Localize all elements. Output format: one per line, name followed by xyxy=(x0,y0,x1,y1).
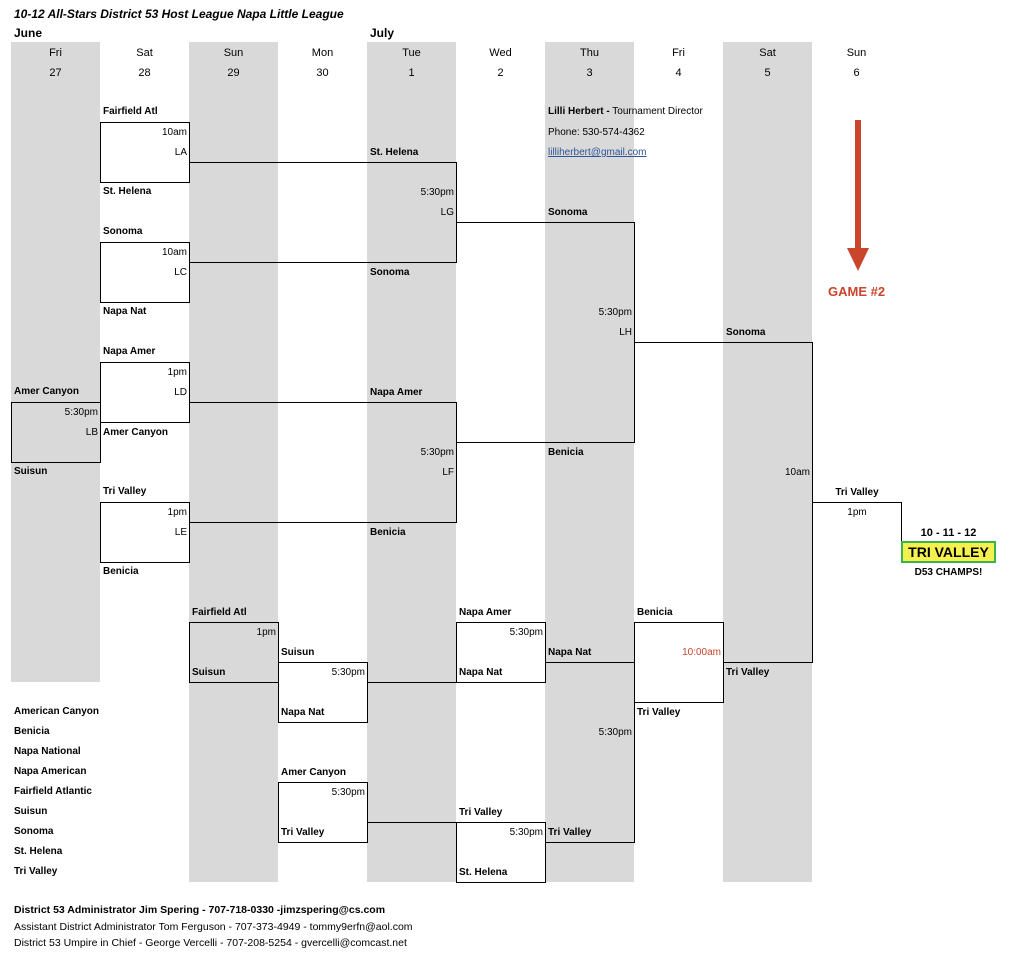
bracket-line xyxy=(545,662,635,663)
list-item: Tri Valley xyxy=(14,866,58,877)
footer-admin: District 53 Administrator Jim Spering - 707-718-0330 -jimzspering@cs.com xyxy=(14,904,386,916)
champ-subtitle: D53 CHAMPS! xyxy=(914,567,983,578)
day-num-2: 29 xyxy=(227,67,240,79)
footer-assistant: Assistant District Administrator Tom Ferguson - 707-373-4949 - tommy9erfn@aol.com xyxy=(14,921,413,933)
game-time: 1pm xyxy=(256,627,276,638)
day-num-6: 3 xyxy=(586,67,593,79)
game-time: 5:30pm xyxy=(420,447,454,458)
team-label: Sonoma xyxy=(726,327,766,338)
game-time: 10am xyxy=(161,247,187,258)
game-code: LD xyxy=(174,387,187,398)
director-email-link[interactable]: lilliherbert@gmail.com xyxy=(548,147,647,158)
list-item: Suisun xyxy=(14,806,48,817)
team-label: Suisun xyxy=(281,647,315,658)
game-time: 5:30pm xyxy=(64,407,98,418)
game-time: 5:30pm xyxy=(509,827,543,838)
team-label: Sonoma xyxy=(103,226,143,237)
team-label: Napa Nat xyxy=(548,647,592,658)
game-time: 5:30pm xyxy=(331,787,365,798)
list-item: Benicia xyxy=(14,726,50,737)
col-shade-tue1 xyxy=(367,42,456,882)
day-name-1: Sat xyxy=(136,47,153,59)
bracket-line xyxy=(367,822,457,823)
day-name-0: Fri xyxy=(49,47,62,59)
game-time: 5:30pm xyxy=(598,307,632,318)
bracket-line xyxy=(634,222,635,443)
col-shade-thu3 xyxy=(545,42,634,882)
day-name-2: Sun xyxy=(223,47,244,59)
team-label: Fairfield Atl xyxy=(103,106,158,117)
team-label: Tri Valley xyxy=(548,827,592,838)
team-label: Napa Amer xyxy=(459,607,512,618)
page-title: 10-12 All-Stars District 53 Host League Napa Little League xyxy=(14,7,344,21)
bracket-line xyxy=(189,402,457,403)
game-code: LB xyxy=(85,427,98,438)
day-num-9: 6 xyxy=(853,67,860,79)
bracket-line xyxy=(545,842,635,843)
team-label: Benicia xyxy=(637,607,673,618)
bracket-line xyxy=(367,682,457,683)
team-label: Suisun xyxy=(192,667,226,678)
list-item: Fairfield Atlantic xyxy=(14,786,92,797)
col-shade-sat5 xyxy=(723,42,812,882)
team-label: Napa Amer xyxy=(103,346,156,357)
game-box-c7 xyxy=(634,622,724,703)
list-item: American Canyon xyxy=(14,706,100,717)
team-label: Amer Canyon xyxy=(103,427,169,438)
day-num-4: 1 xyxy=(408,67,415,79)
game-time: 5:30pm xyxy=(509,627,543,638)
team-label: Benicia xyxy=(103,566,139,577)
game-code: LF xyxy=(442,467,454,478)
bracket-line xyxy=(456,222,635,223)
bracket-line xyxy=(456,162,457,263)
game-note: GAME #2 xyxy=(828,284,886,299)
team-label: Tri Valley xyxy=(281,827,325,838)
footer-umpire: District 53 Umpire in Chief - George Vercelli - 707-208-5254 - gvercelli@comcast.net xyxy=(14,937,407,949)
game-time: 5:30pm xyxy=(420,187,454,198)
team-label: Tri Valley xyxy=(835,487,879,498)
team-label: Napa Amer xyxy=(370,387,423,398)
team-label: Amer Canyon xyxy=(281,767,347,778)
team-label: St. Helena xyxy=(370,147,419,158)
bracket-line xyxy=(456,442,635,443)
game-time: 10:00am xyxy=(682,647,721,658)
day-name-7: Fri xyxy=(672,47,685,59)
team-label: St. Helena xyxy=(103,186,152,197)
day-num-3: 30 xyxy=(316,67,329,79)
day-name-9: Sun xyxy=(846,47,867,59)
game-time: 1pm xyxy=(167,507,187,518)
team-label: Tri Valley xyxy=(103,486,147,497)
day-name-8: Sat xyxy=(759,47,776,59)
month-june: June xyxy=(14,26,43,40)
bracket-line xyxy=(456,402,457,523)
team-label: Napa Nat xyxy=(281,707,325,718)
day-num-5: 2 xyxy=(497,67,504,79)
game-time: 10am xyxy=(161,127,187,138)
bracket-line xyxy=(634,342,813,343)
team-label: Napa Nat xyxy=(459,667,503,678)
day-num-1: 28 xyxy=(138,67,151,79)
team-label: St. Helena xyxy=(459,867,508,878)
game-code: LG xyxy=(440,207,454,218)
game-code: LA xyxy=(174,147,187,158)
team-label: Tri Valley xyxy=(459,807,503,818)
director-phone: Phone: 530-574-4362 xyxy=(548,127,645,138)
list-item: Napa National xyxy=(14,746,81,757)
game-code: LH xyxy=(619,327,632,338)
bracket-line xyxy=(189,162,457,163)
champ-ages: 10 - 11 - 12 xyxy=(920,527,977,539)
day-name-5: Wed xyxy=(489,47,512,59)
month-july: July xyxy=(370,26,395,40)
team-label: Napa Nat xyxy=(103,306,147,317)
team-label: Fairfield Atl xyxy=(192,607,247,618)
team-label: Suisun xyxy=(14,466,48,477)
team-label: Sonoma xyxy=(370,267,410,278)
down-arrow-icon xyxy=(846,120,870,272)
team-label: Tri Valley xyxy=(637,707,681,718)
list-item: St. Helena xyxy=(14,846,63,857)
director-name: Lilli Herbert - xyxy=(548,106,610,117)
col-shade-sun29 xyxy=(189,42,278,882)
team-label: Benicia xyxy=(548,447,584,458)
director-info xyxy=(548,105,703,119)
col-shade-fri27 xyxy=(11,42,100,682)
bracket-line xyxy=(189,522,457,523)
director-role: Tournament Director xyxy=(612,106,703,117)
game-time: 5:30pm xyxy=(598,727,632,738)
game-time: 5:30pm xyxy=(331,667,365,678)
list-item: Sonoma xyxy=(14,826,54,837)
game-time: 10am xyxy=(784,467,810,478)
day-num-8: 5 xyxy=(764,67,771,79)
bracket-line xyxy=(812,502,902,503)
team-label: Sonoma xyxy=(548,207,588,218)
game-code: LE xyxy=(174,527,187,538)
bracket-line xyxy=(723,662,813,663)
game-time: 1pm xyxy=(847,507,867,518)
day-num-0: 27 xyxy=(49,67,62,79)
day-name-4: Tue xyxy=(402,47,421,59)
game-time: 1pm xyxy=(167,367,187,378)
champion-badge: TRI VALLEY xyxy=(901,541,996,563)
game-code: LC xyxy=(174,267,187,278)
day-num-7: 4 xyxy=(675,67,682,79)
day-name-3: Mon xyxy=(311,47,334,59)
day-name-6: Thu xyxy=(580,47,599,59)
team-label: Benicia xyxy=(370,527,406,538)
team-label: Tri Valley xyxy=(726,667,770,678)
team-label: Amer Canyon xyxy=(14,386,80,397)
bracket-line xyxy=(189,262,457,263)
list-item: Napa American xyxy=(14,766,87,777)
